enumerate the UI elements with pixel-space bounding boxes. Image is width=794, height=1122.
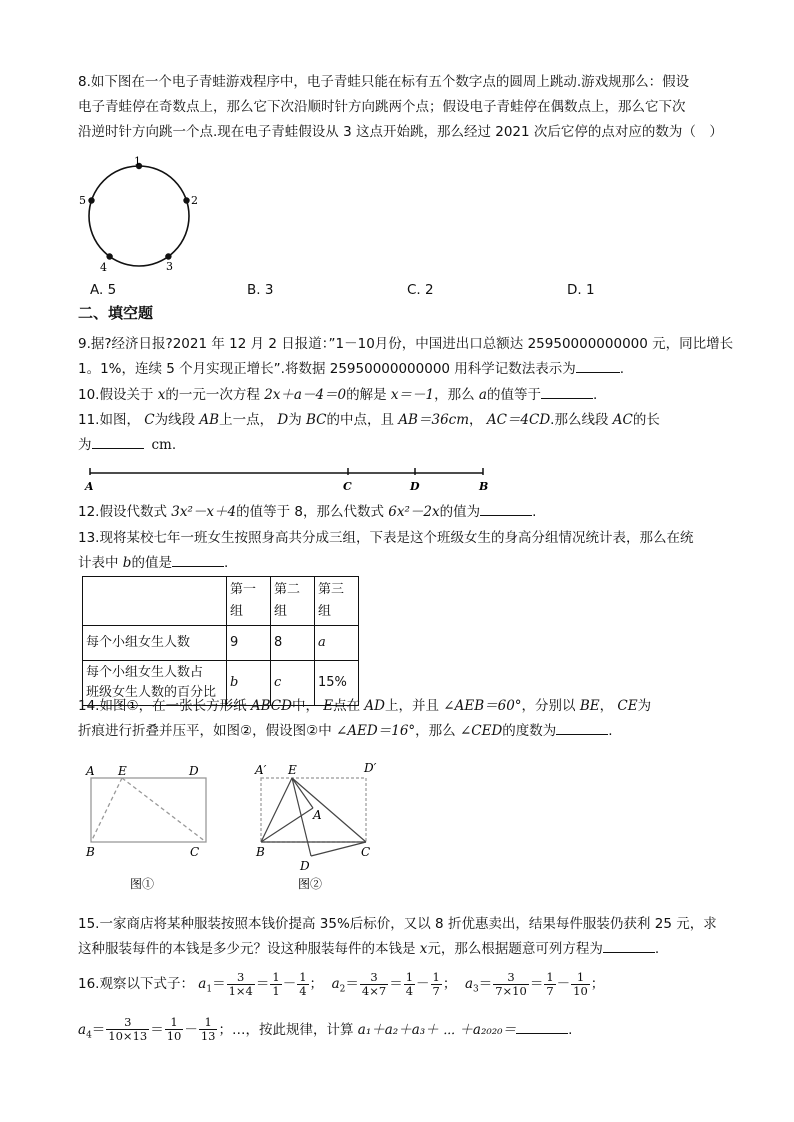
q16-answer-blank[interactable]: [516, 1019, 568, 1034]
question-11: [78, 408, 718, 458]
q11-answer-blank[interactable]: [92, 434, 144, 449]
q16-sub: 4: [86, 1030, 92, 1041]
frac-num: 3: [360, 971, 388, 985]
rect-abcd: [91, 778, 206, 842]
q14-t6: ，: [599, 698, 618, 714]
frac-num: 3: [106, 1016, 149, 1030]
q16-frac: [270, 971, 281, 998]
q16-frac: [544, 971, 555, 998]
q14-angle-aed: ∠AED＝16°: [336, 723, 416, 739]
q15-answer-blank[interactable]: [603, 938, 655, 953]
q14-be: BE: [579, 698, 600, 714]
q14-t1: 14.如图①，在一张长方形纸: [78, 698, 251, 714]
circle-point-2: [183, 197, 189, 203]
question-15: [78, 912, 718, 962]
q14-end: .: [608, 723, 613, 739]
seg-label-a: A: [85, 480, 94, 493]
question-10: [78, 383, 718, 408]
q10-equation: 2x＋a－4＝0: [264, 387, 347, 403]
q11-c: C: [144, 412, 155, 428]
frac-den: 7×10: [495, 983, 527, 998]
fig1-label-a: A: [86, 764, 95, 778]
q15-var-x: x: [419, 941, 428, 957]
table-header-group-2: 第二组: [271, 577, 315, 626]
frac-den: 4×7: [361, 983, 387, 998]
fig2-caption: 图②: [298, 877, 323, 891]
q16-end: .: [568, 1021, 573, 1038]
q10-t5: 的值等于: [486, 387, 541, 403]
q12-t3: 的值为: [439, 504, 481, 520]
frac-num: 3: [227, 971, 255, 985]
q9-line-1: 9.据?经济日报?2021 年 12 月 2 日报道：”1－10月份，中国进出口总额达 25950000000000 元，同比增长: [78, 336, 734, 352]
q16-frac: [199, 1016, 218, 1043]
q8-line-2: 电子青蛙停在奇数点上，那么它下次沿顺时针方向跳两个点；假设电子青蛙停在偶数点上，那么它下次: [78, 99, 686, 115]
q11-t4: 为: [288, 412, 306, 428]
table-cell: a: [315, 626, 359, 661]
q13-var-b: b: [122, 555, 132, 571]
q10-var-a: a: [478, 387, 487, 403]
q10-t2: 的一元一次方程: [165, 387, 265, 403]
q11-ac: AC: [612, 412, 633, 428]
fold-line-ce: [122, 778, 206, 842]
q10-end: .: [592, 387, 598, 403]
q16-frac: [227, 971, 255, 998]
q11-t3: 上一点，: [219, 412, 278, 428]
q11-unit: cm: [151, 437, 172, 453]
q11-t2: 为线段: [154, 412, 200, 428]
q12-expr-2: 6x²－2x: [388, 504, 440, 520]
q14-e: E: [323, 698, 334, 714]
fig2-label-b: B: [256, 845, 265, 859]
table-row-1-label: 每个小组女生人数: [83, 626, 227, 661]
frac-num: 1: [405, 969, 414, 984]
fig1-label-d: D: [189, 764, 199, 778]
circle-label-4: 4: [100, 261, 107, 274]
seg-label-d: D: [410, 480, 420, 493]
q8-option-d[interactable]: D. 1: [567, 282, 595, 298]
q13-t1: 计表中: [78, 555, 123, 571]
fig1-caption: 图①: [130, 877, 155, 891]
q16-frac: [106, 1016, 149, 1043]
frac-den: 1×4: [228, 983, 253, 998]
q11-ab36: AB＝36cm: [398, 412, 470, 428]
q13-line-2: [78, 551, 718, 576]
q16-frac: [431, 971, 442, 998]
q15-t1: 这种服装每件的本钱是多少元？设这种服装每件的本钱是: [78, 941, 420, 957]
section-title: 二、填空题: [78, 304, 154, 322]
q16-mid-text: ；…，按此规律，计算: [218, 1021, 358, 1038]
q10-var-x: x: [157, 387, 166, 403]
q16-a-symbol: a: [464, 976, 473, 992]
seg-label-c: C: [343, 480, 352, 493]
q14-figure-2: [250, 758, 390, 896]
q11-segment-figure: [82, 464, 492, 494]
q10-line: [78, 383, 718, 408]
q16-frac: [571, 971, 590, 998]
q12-end: .: [532, 504, 537, 520]
q11-ac4cd: AC＝4CD: [486, 412, 551, 428]
q11-t9: 为: [78, 437, 92, 453]
q8-line-3: 沿逆时针方向跳一个点.现在电子青蛙假设从 3 这点开始跳，那么经过 2021 次后它停的点对应的数为（ ）: [78, 124, 723, 140]
q14-t2: 中，: [291, 698, 324, 714]
q10-t3: 的解是: [346, 387, 391, 403]
q15-end: .: [654, 941, 660, 957]
table-cell: 15%: [315, 661, 359, 706]
fig1-label-b: B: [86, 845, 95, 859]
question-16: [78, 968, 718, 1051]
circle-label-1: 1: [134, 155, 141, 168]
q8-circle-figure: [76, 154, 206, 276]
q16-intro: 16.观察以下式子：: [78, 976, 194, 992]
q8-line-1: 8.如下图在一个电子青蛙游戏程序中，电子青蛙只能在标有五个数字点的圆周上跳动.游戏规那么：假设: [78, 74, 690, 90]
q14-line-1: [78, 694, 718, 719]
q14-t7: 为: [637, 698, 652, 714]
q14-t10: 的度数为: [502, 723, 557, 739]
fig2-label-e: E: [288, 763, 297, 777]
frac-den: 7: [432, 983, 440, 998]
table-header-row: [83, 577, 359, 626]
q11-t6: ，: [469, 412, 487, 428]
q16-sub: 2: [339, 984, 346, 995]
q14-t9: ，那么: [415, 723, 460, 739]
frac-num: 1: [272, 969, 280, 984]
frac-num: 3: [493, 971, 529, 985]
table-cell: 8: [271, 626, 315, 661]
fig2-label-d: D: [300, 859, 310, 873]
q10-t4: ，那么: [434, 387, 479, 403]
frac-den: 10×13: [108, 1029, 148, 1044]
frac-den: 4: [299, 983, 307, 998]
q11-t5: 的中点，且: [326, 412, 399, 428]
row-2-label-line-2: 班级女生人数的百分比: [86, 685, 217, 700]
q10-solution: x＝－1: [390, 387, 435, 403]
circle-point-5: [88, 197, 94, 203]
line-cd: [311, 842, 366, 856]
q14-line-2: [78, 719, 718, 744]
q10-answer-blank[interactable]: [541, 384, 593, 399]
question-9: [78, 332, 734, 382]
circle-label-3: 3: [166, 260, 173, 273]
q16-frac: [493, 971, 529, 998]
seg-label-b: B: [479, 480, 489, 493]
q12-answer-blank[interactable]: [480, 501, 532, 516]
q16-sub: 1: [206, 984, 213, 995]
frac-num: 1: [546, 969, 554, 984]
table-header-group-3: 第三组: [315, 577, 359, 626]
q12-t2: 的值等于 8，那么代数式: [236, 504, 389, 520]
q14-abcd: ABCD: [250, 698, 292, 714]
q14-t4: 上，并且: [384, 698, 444, 714]
q15-t2: 元，那么根据题意可列方程为: [427, 941, 603, 957]
frac-den: 4: [405, 983, 414, 998]
q14-answer-blank[interactable]: [556, 720, 608, 735]
q8-option-c[interactable]: C. 2: [407, 282, 434, 298]
q16-frac: [360, 971, 388, 998]
row-2-label-line-1: 每个小组女生人数占: [86, 665, 204, 680]
q13-line-1: 13.现将某校七年一班女生按照身高共分成三组，下表是这个班级女生的身高分组情况统计表，那么在统: [78, 530, 694, 546]
frac-den: 7: [546, 983, 554, 998]
q16-line-2: $a_4=$ $\frac{3}{10\times 13}$ ＝ $\frac{1}{10}$ － $\frac{1}{13}$ ；…，按此规律，计算 a₁＋a₂＋a₃＋ ⋯ ＋a₂₀₂₀＝ .: [78, 1015, 573, 1044]
frog-circle: [89, 166, 189, 266]
table-row: [83, 626, 359, 661]
q12-t1: 12.假设代数式: [78, 504, 172, 520]
q11-ab: AB: [199, 412, 220, 428]
table-cell: b: [227, 661, 271, 706]
table-cell: 9: [227, 626, 271, 661]
circle-label-2: 2: [191, 194, 198, 207]
q13-answer-blank[interactable]: [172, 552, 224, 567]
q14-angle-aeb: ∠AEB＝60°: [443, 698, 522, 714]
q11-t8: 的长: [632, 412, 660, 428]
q16-sum-expression: a₁＋a₂＋a₃＋ ⋯ ＋a₂₀₂₀＝: [357, 1021, 517, 1038]
q16-frac: [297, 971, 308, 998]
q13-end: .: [223, 555, 229, 571]
fig2-label-a: A: [313, 808, 322, 822]
q9-end: .: [619, 361, 625, 377]
question-13: [78, 526, 718, 576]
fig2-label-d-prime: D′: [364, 761, 377, 775]
fig2-label-a-prime: A′: [255, 763, 267, 777]
fig1-label-c: C: [190, 845, 200, 859]
q16-a-symbol: a: [198, 976, 207, 992]
q13-stats-table: [82, 576, 359, 706]
q14-figure-1: [80, 760, 220, 896]
q16-frac: [165, 1016, 184, 1043]
fig2-label-c: C: [361, 845, 371, 859]
frac-den: 13: [200, 1029, 216, 1044]
frac-num: 1: [299, 969, 307, 984]
frac-num: 1: [199, 1016, 218, 1030]
question-8: [78, 70, 723, 145]
frac-num: 1: [165, 1016, 184, 1030]
frac-num: 1: [571, 971, 590, 985]
circle-label-5: 5: [79, 194, 86, 207]
q11-t1: 11.如图，: [78, 412, 145, 428]
question-12: [78, 500, 718, 525]
frac-den: 10: [166, 1029, 182, 1044]
q12-expr-1: 3x²－x＋4: [171, 504, 237, 520]
circle-point-4: [106, 253, 112, 259]
q13-t2: 的值是: [131, 555, 172, 571]
frac-den: 1: [272, 983, 280, 998]
q9-line-2: [78, 357, 718, 382]
line-ed: [292, 778, 311, 856]
q16-sub: 3: [473, 984, 479, 995]
q9-line-2-text: 1。1%，连续 5 个月实现正增长”.将数据 25950000000000 用科学记数法表示为: [78, 361, 576, 377]
fig1-label-e: E: [118, 764, 127, 778]
q11-d: D: [277, 412, 289, 428]
q15-line-2: [78, 937, 718, 962]
fold-line-be: [91, 778, 122, 842]
circle-point-3: [165, 253, 171, 259]
q11-line-1: [78, 408, 718, 433]
q15-line-1: 15.一家商店将某种服装按照本钱价提高 35%后标价，又以 8 折优惠卖出，结果每件服装仍获利 25 元，求: [78, 916, 717, 932]
table-header-empty: [83, 577, 227, 626]
line-ec: [292, 778, 366, 842]
q16-frac: [404, 971, 415, 998]
q14-t3: 点在: [333, 698, 365, 714]
frac-num: 1: [432, 969, 440, 984]
table-cell: c: [271, 661, 315, 706]
q14-angle-ced: ∠CED: [459, 723, 503, 739]
q11-line-2: [78, 433, 718, 458]
q14-t8: 折痕进行折叠并压平，如图②，假设图②中: [78, 723, 336, 739]
q16-a-symbol: a: [331, 976, 340, 992]
q10-t1: 10.假设关于: [78, 387, 158, 403]
q12-line: [78, 500, 718, 525]
q8-option-b[interactable]: B. 3: [247, 282, 274, 298]
q11-t7: .那么线段: [550, 412, 613, 428]
q14-ad: AD: [364, 698, 385, 714]
q16-line-1: 16.观察以下式子： $a_1=$ $\frac{3}{1\times 4}$ ＝ $\frac{1}{1}$ － $\frac{1}{4}$ ； $a_2=$ $\frac{3}{4\times 7}$ ＝ $\frac{1}{4}$ － $\frac{1}{7}$ ； $a_3=$ $\frac{3}{7\times 10}$ ＝ $\frac{1}{7}$ － $\frac{1}{10}$ ；: [78, 969, 605, 998]
q8-option-a[interactable]: A. 5: [90, 282, 117, 298]
q14-ce: CE: [617, 698, 638, 714]
q9-answer-blank[interactable]: [576, 358, 620, 373]
question-14: [78, 694, 718, 744]
q11-end: .: [171, 437, 177, 453]
q16-a-symbol: a: [78, 1021, 87, 1038]
q14-t5: ，分别以: [521, 698, 580, 714]
frac-den: 10: [573, 983, 588, 998]
q11-bc: BC: [306, 412, 327, 428]
table-header-group-1: 第一组: [227, 577, 271, 626]
